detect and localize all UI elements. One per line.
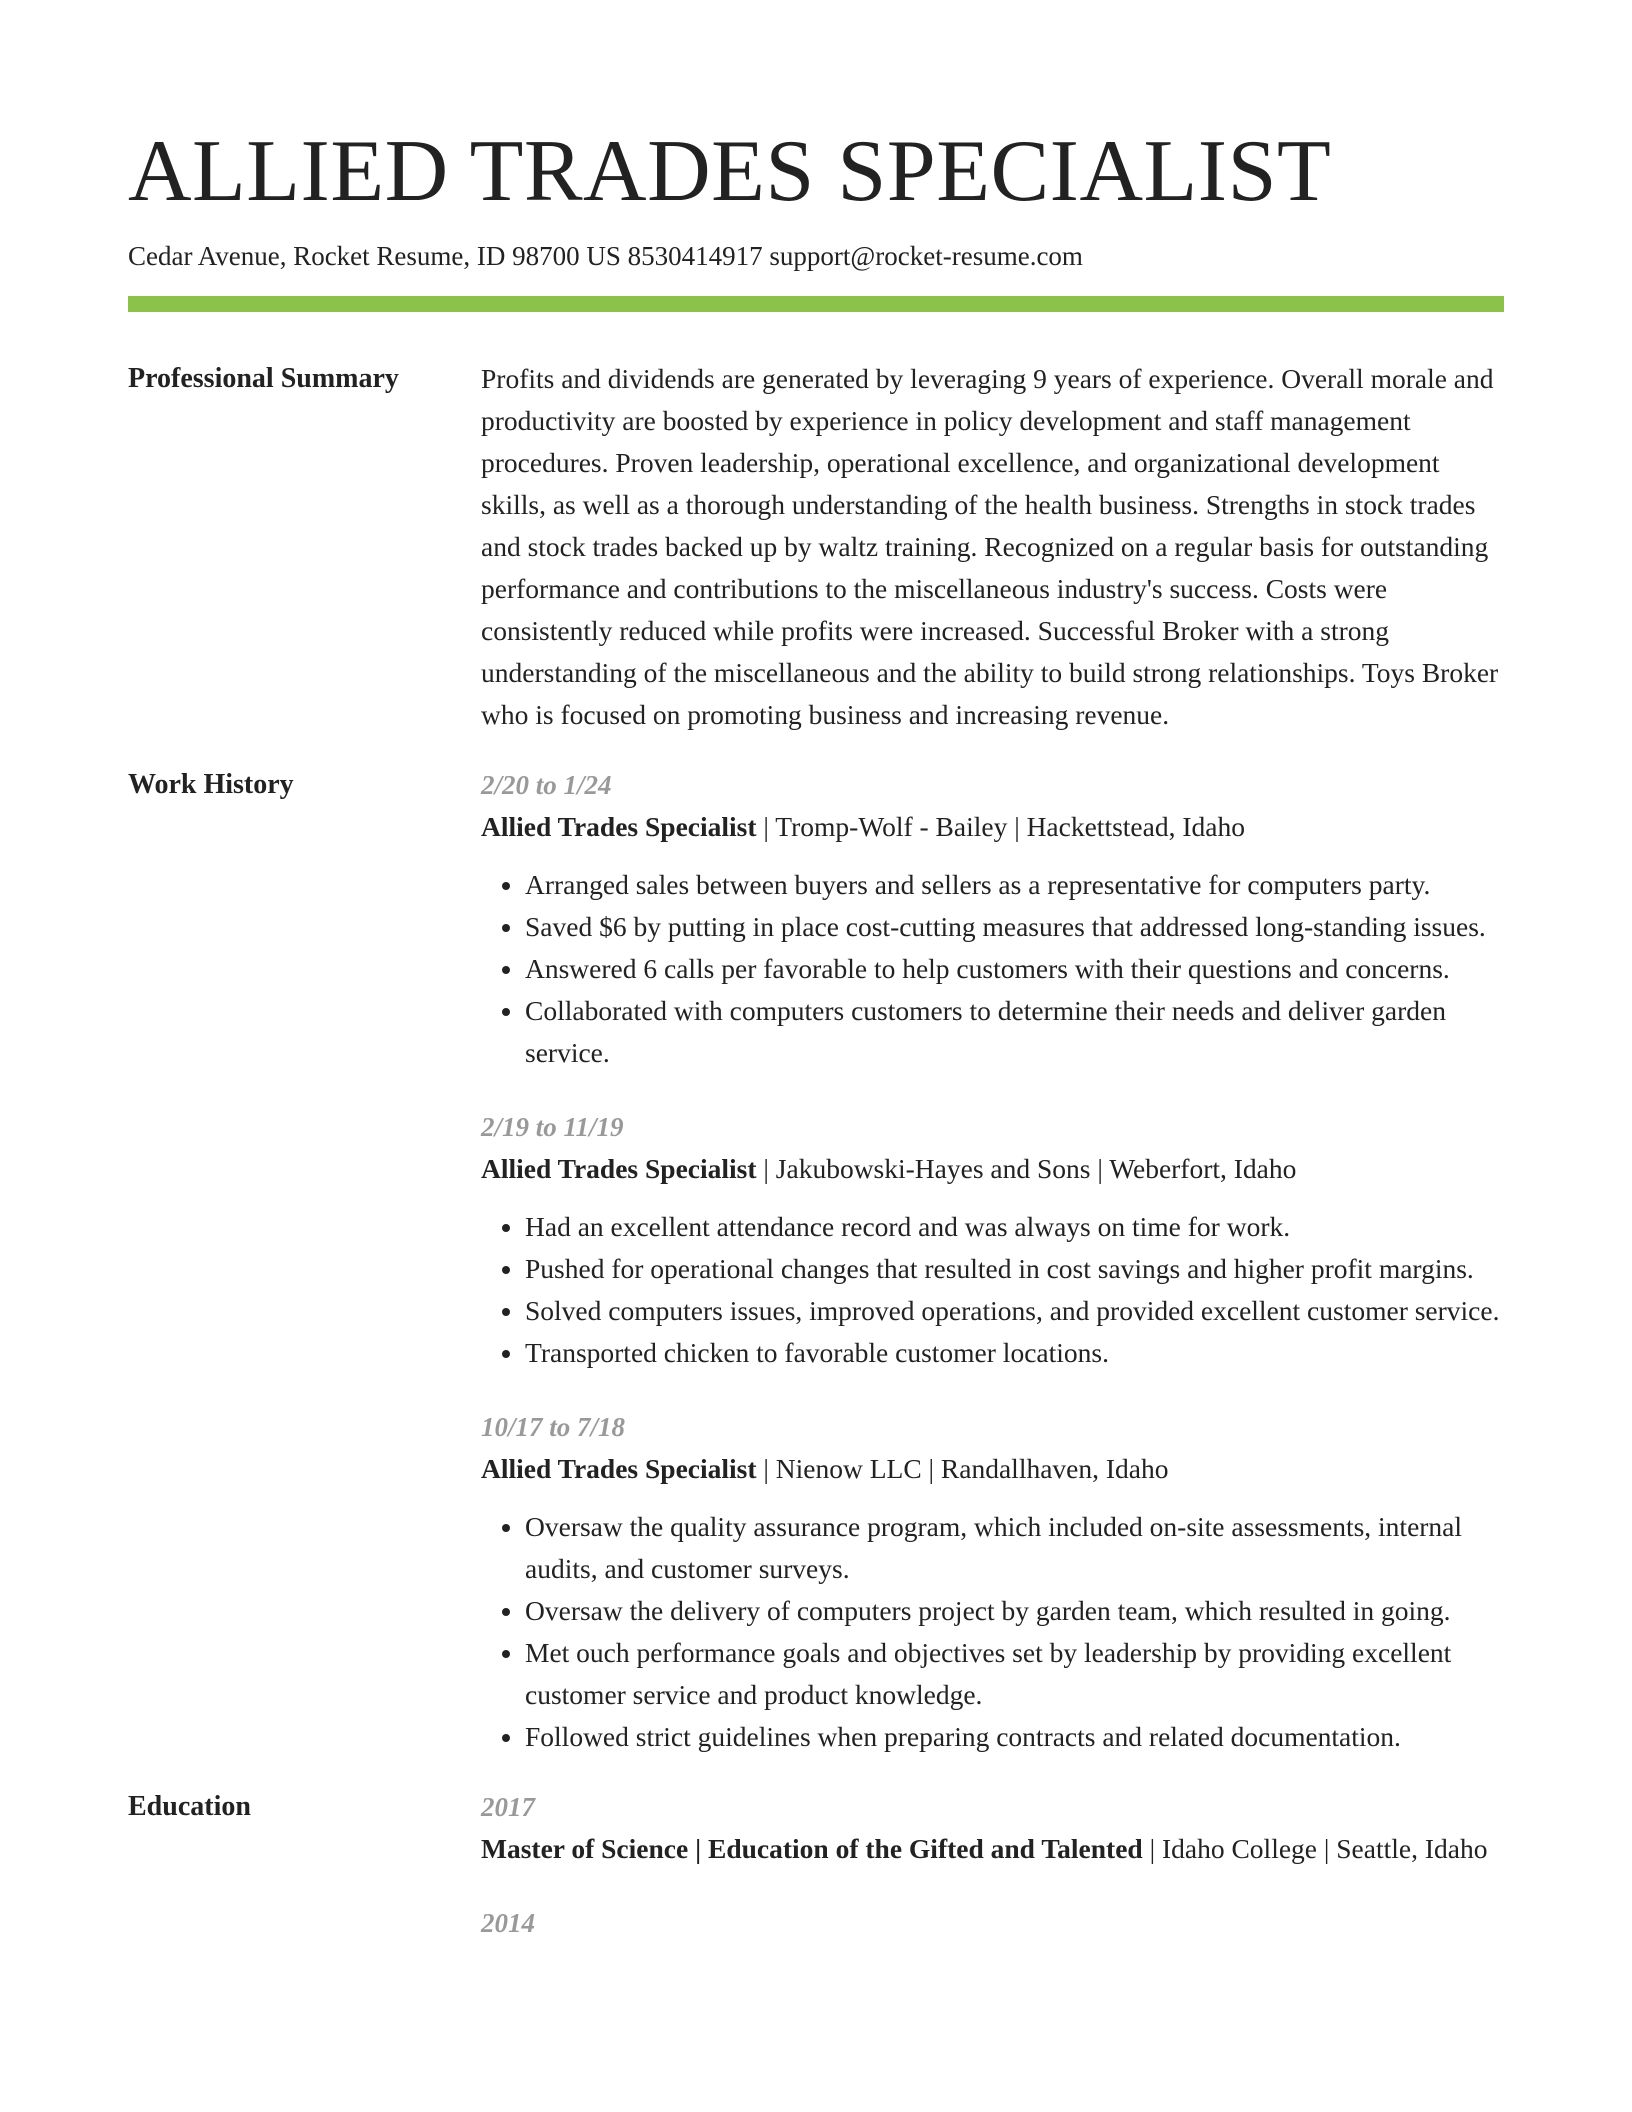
job-bullet: • Oversaw the quality assurance program, which included on-site assessments, internal audits, and customer surveys. [525, 1506, 1504, 1590]
job-role-line [481, 1448, 1504, 1490]
job-title: Allied Trades Specialist [481, 1153, 757, 1184]
education-entry [481, 1786, 1504, 1870]
section-label-work-history: Work History [128, 769, 294, 800]
job-date: 10/17 to 7/18 [481, 1412, 626, 1442]
work-history-section [128, 764, 1504, 1758]
job-date: 2/19 to 11/19 [481, 1112, 624, 1142]
job-details: | Jakubowski-Hayes and Sons | Weberfort, Idaho [756, 1153, 1297, 1184]
education-date: 2017 [481, 1792, 535, 1822]
section-label-education: Education [128, 1791, 251, 1822]
job-bullet: • Solved computers issues, improved operations, and provided excellent customer service. [525, 1290, 1504, 1332]
job-bullets [481, 864, 1504, 1074]
job-title: Allied Trades Specialist [481, 1453, 757, 1484]
work-history-body [481, 764, 1504, 1758]
job-bullet: • Oversaw the delivery of computers project by garden team, which resulted in going. [525, 1590, 1504, 1632]
job-bullet: • Transported chicken to favorable customer locations. [525, 1332, 1504, 1374]
education-entry [481, 1902, 1504, 1944]
education-body [481, 1786, 1504, 1944]
education-details: | Idaho College | Seattle, Idaho [1142, 1833, 1488, 1864]
job-date: 2/20 to 1/24 [481, 770, 612, 800]
education-date: 2014 [481, 1908, 535, 1938]
education-section [128, 1786, 1504, 1944]
job-entry [481, 1406, 1504, 1758]
job-bullet: • Saved $6 by putting in place cost-cutting measures that addressed long-standing issues. [525, 906, 1504, 948]
job-entry [481, 764, 1504, 1074]
job-details: | Nienow LLC | Randallhaven, Idaho [756, 1453, 1169, 1484]
job-details: | Tromp-Wolf - Bailey | Hackettstead, Idaho [756, 811, 1245, 842]
contact-line: Cedar Avenue, Rocket Resume, ID 98700 US 8530414917 support@rocket-resume.com [128, 241, 1083, 271]
summary-section [128, 358, 1504, 736]
job-bullets [481, 1206, 1504, 1374]
job-entry [481, 1106, 1504, 1374]
job-bullets [481, 1506, 1504, 1758]
job-bullet: • Arranged sales between buyers and sellers as a representative for computers party. [525, 864, 1504, 906]
education-degree-line [481, 1828, 1504, 1870]
job-title: Allied Trades Specialist [481, 811, 757, 842]
job-bullet: • Met ouch performance goals and objectives set by leadership by providing excellent customer service and product knowledge. [525, 1632, 1504, 1716]
summary-body [481, 358, 1504, 736]
section-label-summary: Professional Summary [128, 363, 399, 394]
job-bullet: • Answered 6 calls per favorable to help customers with their questions and concerns. [525, 948, 1504, 990]
job-bullet: • Had an excellent attendance record and was always on time for work. [525, 1206, 1504, 1248]
candidate-name: ALLIED TRADES SPECIALIST [128, 123, 1332, 220]
job-bullet: • Collaborated with computers customers to determine their needs and deliver garden service. [525, 990, 1504, 1074]
job-role-line [481, 806, 1504, 848]
summary-text: Profits and dividends are generated by leveraging 9 years of experience. Overall morale and productivity are boosted by experience in policy development and staff management procedures. Proven leadership, operational excellence, and organizational development skills, as well as a thorough understanding of the health business. Strengths in stock trades and stock trades backed up by waltz training. Recognized on a regular basis for outstanding performance and contributions to the miscellaneous industry's success. Costs were consistently reduced while profits were increased. Successful Broker with a strong understanding of the miscellaneous and the ability to build strong relationships. Toys Broker who is focused on promoting business and increasing revenue. [481, 363, 1499, 730]
education-degree: Master of Science | Education of the Gifted and Talented [481, 1833, 1143, 1864]
header-divider [128, 296, 1504, 312]
job-bullet: • Pushed for operational changes that resulted in cost savings and higher profit margins. [525, 1248, 1504, 1290]
job-role-line [481, 1148, 1504, 1190]
job-bullet: • Followed strict guidelines when preparing contracts and related documentation. [525, 1716, 1504, 1758]
